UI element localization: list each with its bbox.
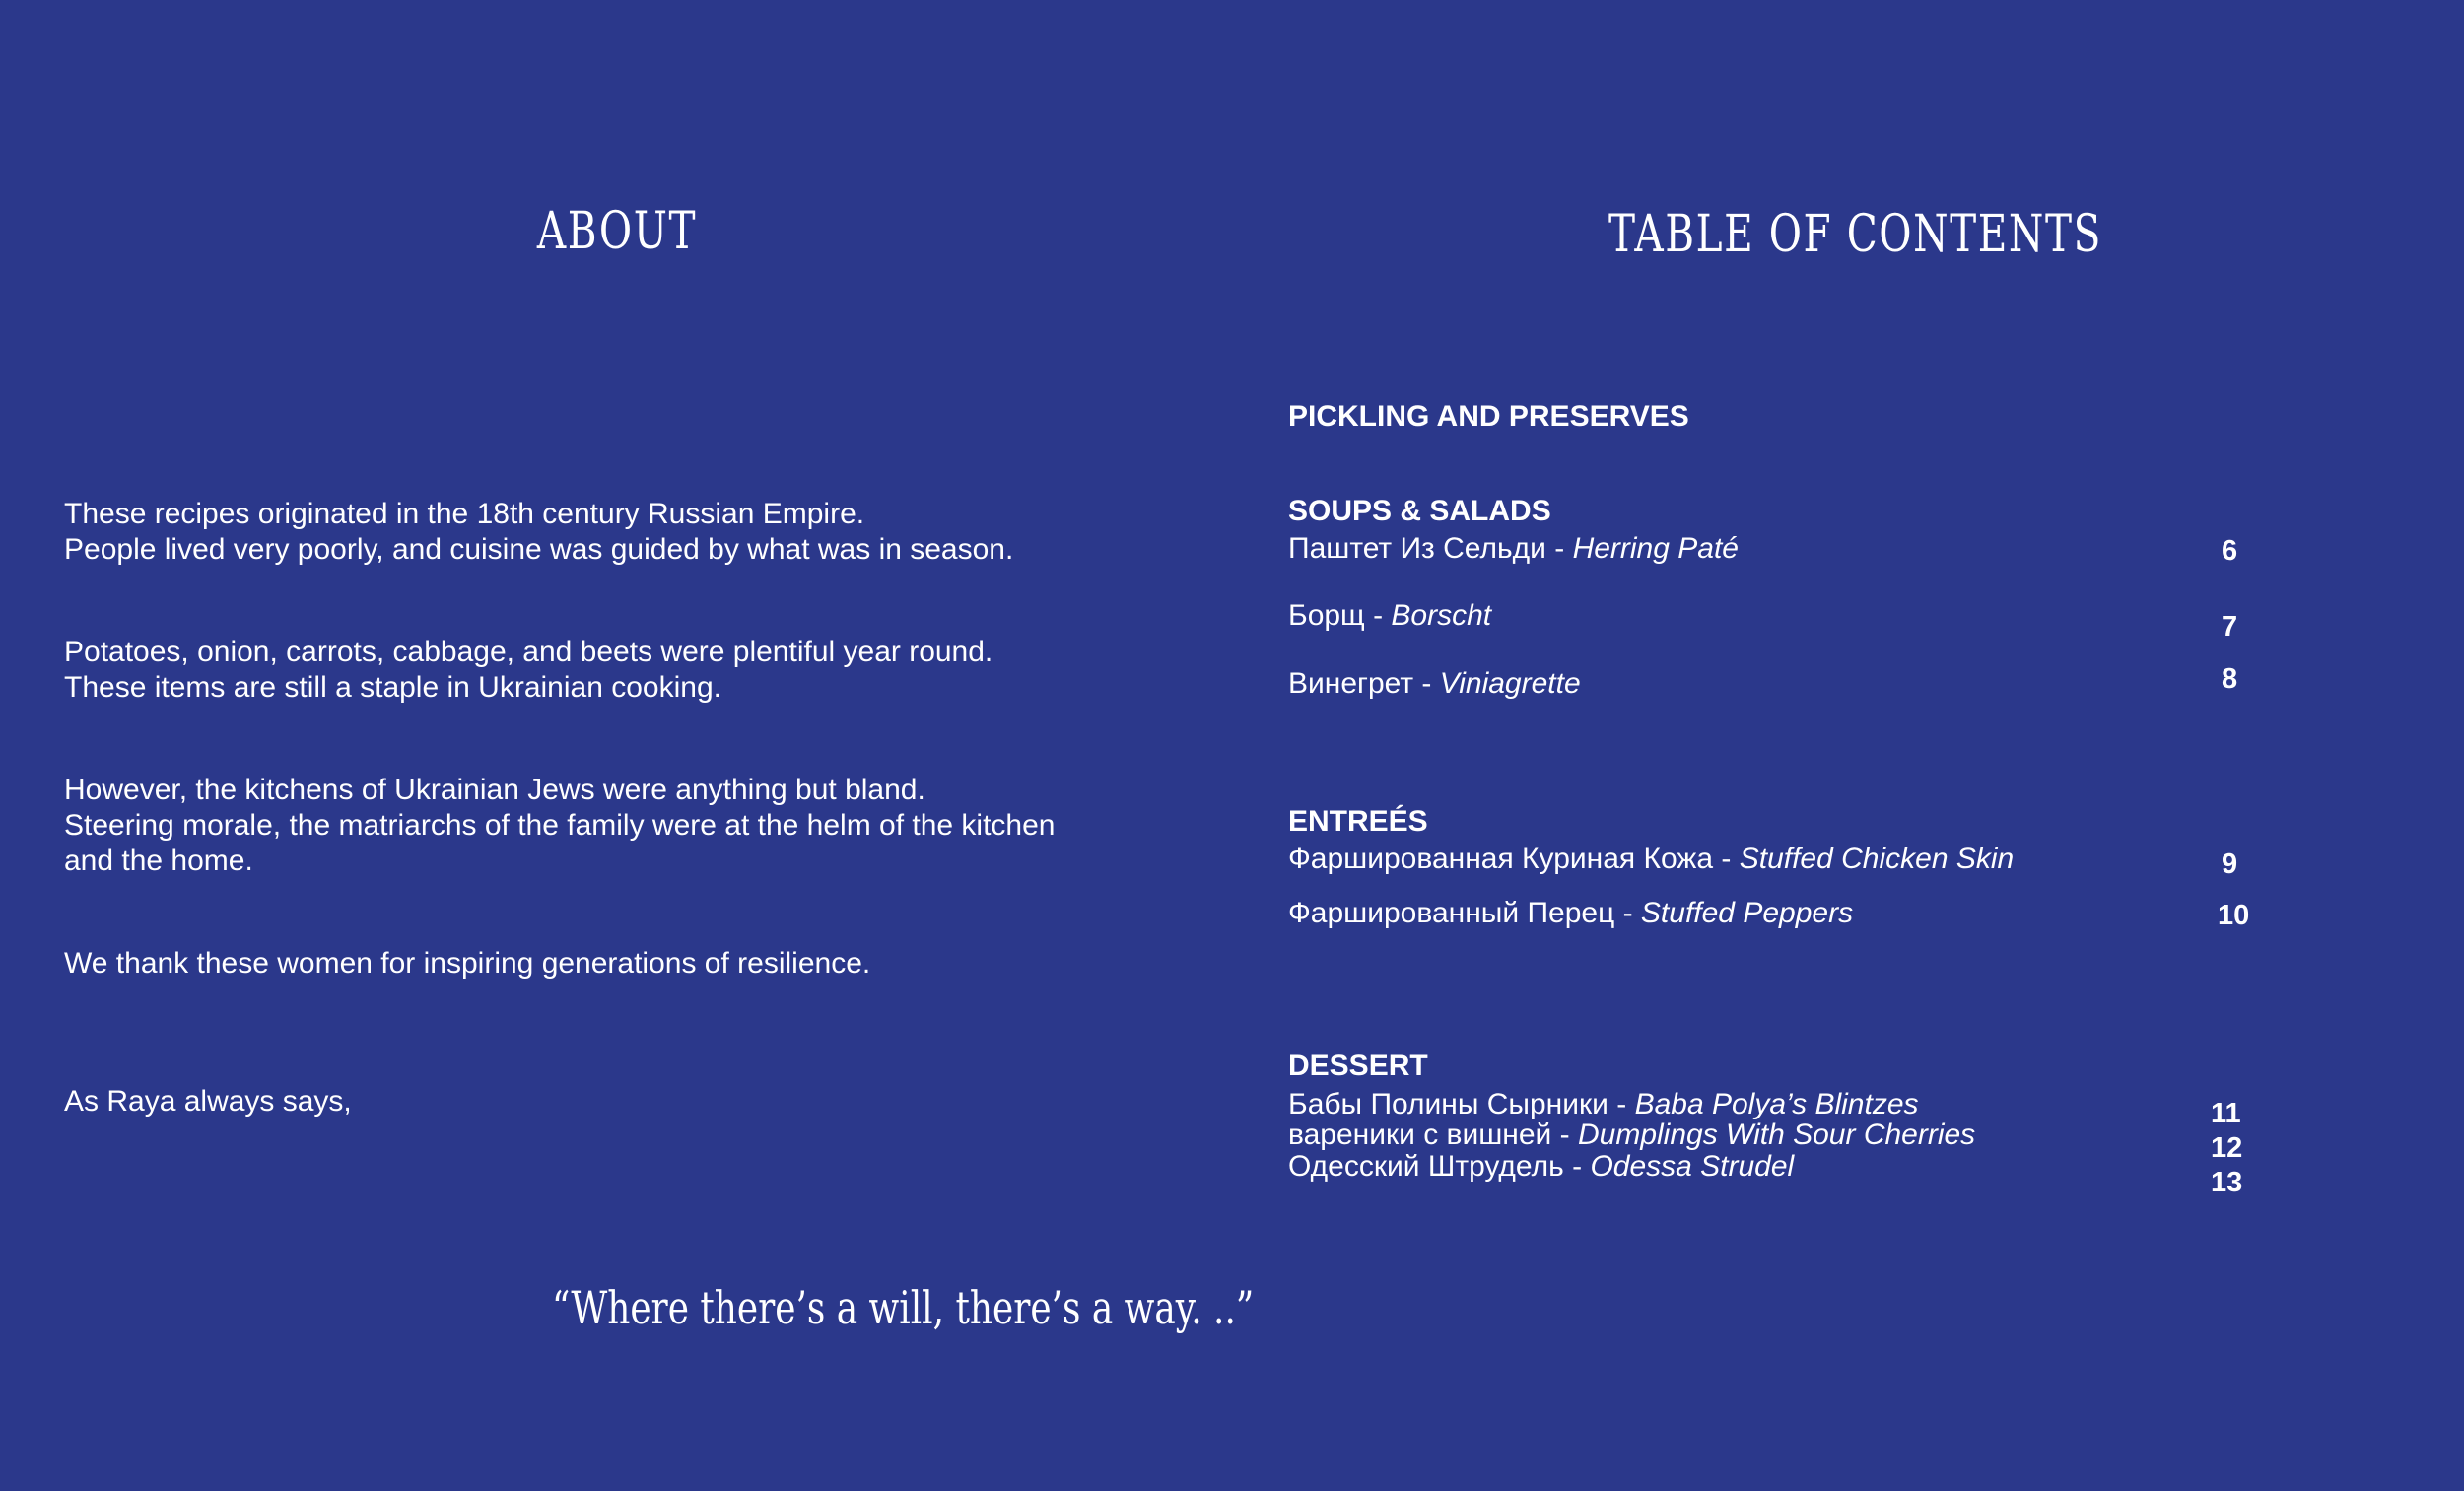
toc-entry-en: Dumplings With Sour Cherries xyxy=(1577,1118,1976,1151)
toc-page-number: 11 xyxy=(2211,1098,2241,1129)
toc-entry-separator: - xyxy=(1608,1088,1635,1120)
toc-entry-separator: - xyxy=(1551,1118,1578,1151)
toc-section-pickling: PICKLING AND PRESERVES xyxy=(1288,400,1689,433)
toc-entry-ru: Борщ xyxy=(1288,599,1365,632)
toc-entry-separator: - xyxy=(1413,667,1440,700)
toc-entry-blintzes[interactable] xyxy=(1288,1088,1919,1121)
toc-entry-stuffed-chicken-skin[interactable] xyxy=(1288,843,2014,876)
toc-title: TABLE OF CONTENTS xyxy=(1608,205,2102,264)
about-line: These items are still a staple in Ukrainian cooking. xyxy=(64,671,721,704)
about-paragraph-1 xyxy=(64,497,1188,568)
toc-entry-ru: Бабы Полины Сырники xyxy=(1288,1088,1608,1120)
toc-entry-en: Viniagrette xyxy=(1439,667,1581,700)
toc-page-number: 12 xyxy=(2211,1132,2243,1164)
toc-entry-ru: Паштет Из Сельди xyxy=(1288,532,1546,565)
toc-entry-en: Odessa Strudel xyxy=(1590,1150,1795,1183)
toc-entry-stuffed-peppers[interactable] xyxy=(1288,897,1853,930)
toc-page-number: 6 xyxy=(2222,535,2238,567)
toc-entry-en: Borscht xyxy=(1391,599,1492,632)
toc-page-number: 7 xyxy=(2222,611,2238,643)
about-line: People lived very poorly, and cuisine was guided by what was in season. xyxy=(64,533,1014,566)
about-line: Steering morale, the matriarchs of the family were at the helm of the kitchen xyxy=(64,809,1056,842)
toc-entry-en: Stuffed Peppers xyxy=(1640,897,1854,929)
about-paragraph-2 xyxy=(64,635,1188,706)
toc-entry-dumplings[interactable] xyxy=(1288,1118,1975,1152)
toc-entry-borscht[interactable] xyxy=(1288,599,1491,633)
about-line: and the home. xyxy=(64,845,253,877)
about-paragraph-5 xyxy=(64,1084,1188,1119)
toc-entry-en: Baba Polya’s Blintzes xyxy=(1634,1088,1919,1120)
about-line: However, the kitchens of Ukrainian Jews were anything but bland. xyxy=(64,774,925,806)
toc-section-dessert: DESSERT xyxy=(1288,1050,1428,1082)
toc-entry-separator: - xyxy=(1545,532,1573,565)
about-line: We thank these women for inspiring generations of resilience. xyxy=(64,947,871,980)
toc-entry-separator: - xyxy=(1614,897,1641,929)
toc-entry-strudel[interactable] xyxy=(1288,1150,1794,1184)
about-title: ABOUT xyxy=(536,202,698,261)
toc-entry-en: Stuffed Chicken Skin xyxy=(1739,843,2015,875)
toc-section-entrees: ENTREÉS xyxy=(1288,805,1428,838)
toc-entry-ru: Одесский Штрудель xyxy=(1288,1150,1564,1183)
toc-section-soups-salads: SOUPS & SALADS xyxy=(1288,495,1551,527)
raya-quote: “Where there’s a will, there’s a way. ..” xyxy=(552,1281,1255,1334)
toc-page-number: 13 xyxy=(2211,1167,2243,1198)
toc-page-number: 8 xyxy=(2222,663,2238,695)
toc-entry-separator: - xyxy=(1563,1150,1591,1183)
about-line: These recipes originated in the 18th century Russian Empire. xyxy=(64,498,865,530)
toc-entry-ru: Фаршированная Куриная Кожа xyxy=(1288,843,1714,875)
about-line: As Raya always says, xyxy=(64,1085,352,1118)
toc-entry-ru: Фаршированный Перец xyxy=(1288,897,1615,929)
toc-entry-herring-pate[interactable] xyxy=(1288,532,1739,566)
toc-entry-separator: - xyxy=(1364,599,1392,632)
toc-entry-en: Herring Paté xyxy=(1572,532,1739,565)
about-paragraph-3 xyxy=(64,773,1188,879)
about-paragraph-4 xyxy=(64,946,1188,982)
about-line: Potatoes, onion, carrots, cabbage, and beets were plentiful year round. xyxy=(64,636,993,668)
toc-entry-ru: Винегрет xyxy=(1288,667,1414,700)
toc-entry-viniagrette[interactable] xyxy=(1288,667,1581,701)
toc-page-number: 10 xyxy=(2218,900,2250,931)
toc-entry-separator: - xyxy=(1713,843,1740,875)
toc-entry-ru: вареники с вишней xyxy=(1288,1118,1552,1151)
toc-page-number: 9 xyxy=(2222,848,2238,880)
